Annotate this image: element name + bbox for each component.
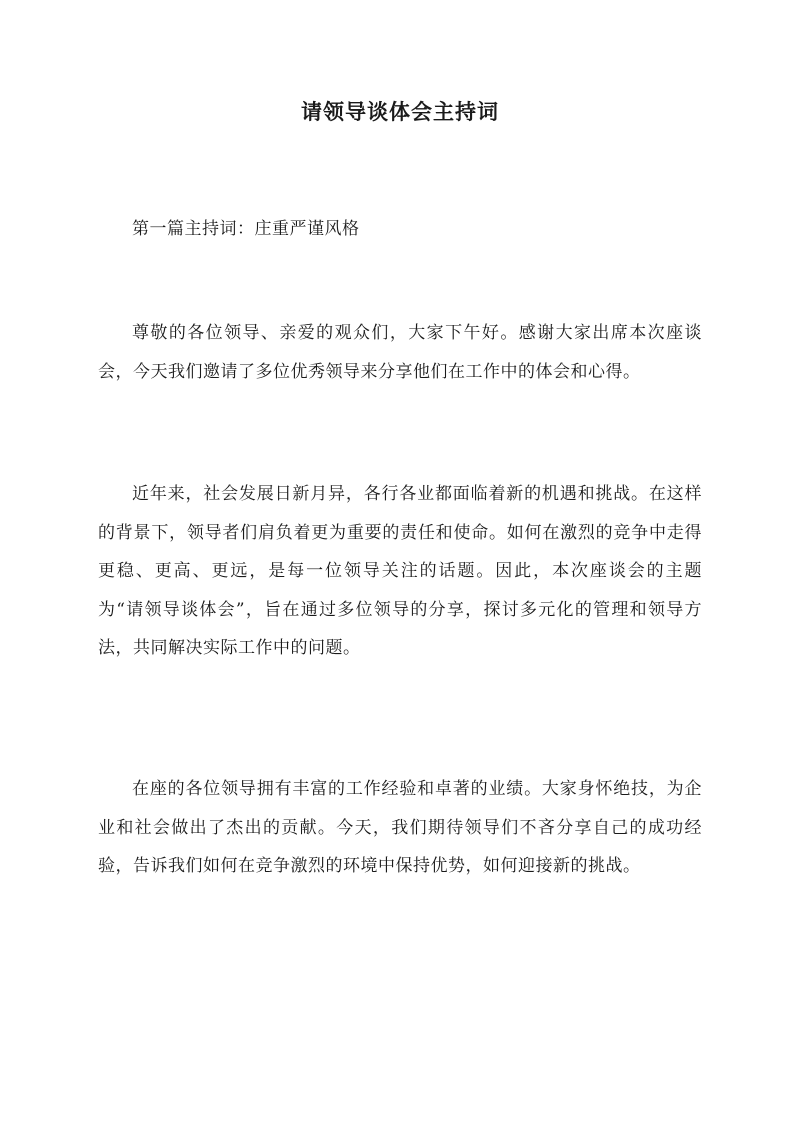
paragraph-greeting: 尊敬的各位领导、亲爱的观众们，大家下午好。感谢大家出席本次座谈会，今天我们邀请了多位优秀领导来分享他们在工作中的体会和心得。 [98,323,702,382]
paragraph-leaders: 在座的各位领导拥有丰富的工作经验和卓著的业绩。大家身怀绝技，为企业和社会做出了杰出的贡献。今天，我们期待领导们不吝分享自己的成功经验，告诉我们如何在竞争激烈的环境中保持优势，如何迎接新的挑战。 [98,779,702,876]
document-title: 请领导谈体会主持词 [301,99,499,124]
section-heading: 第一篇主持词：庄重严谨风格 [132,219,360,239]
paragraph-background: 近年来，社会发展日新月异，各行各业都面临着新的机遇和挑战。在这样的背景下，领导者们肩负着更为重要的责任和使命。如何在激烈的竞争中走得更稳、更高、更远，是每一位领导关注的话题。因此，本次座谈会的主题为“请领导谈体会”，旨在通过多位领导的分享，探讨多元化的管理和领导方法，共同解决实际工作中的问题。 [98,484,702,658]
